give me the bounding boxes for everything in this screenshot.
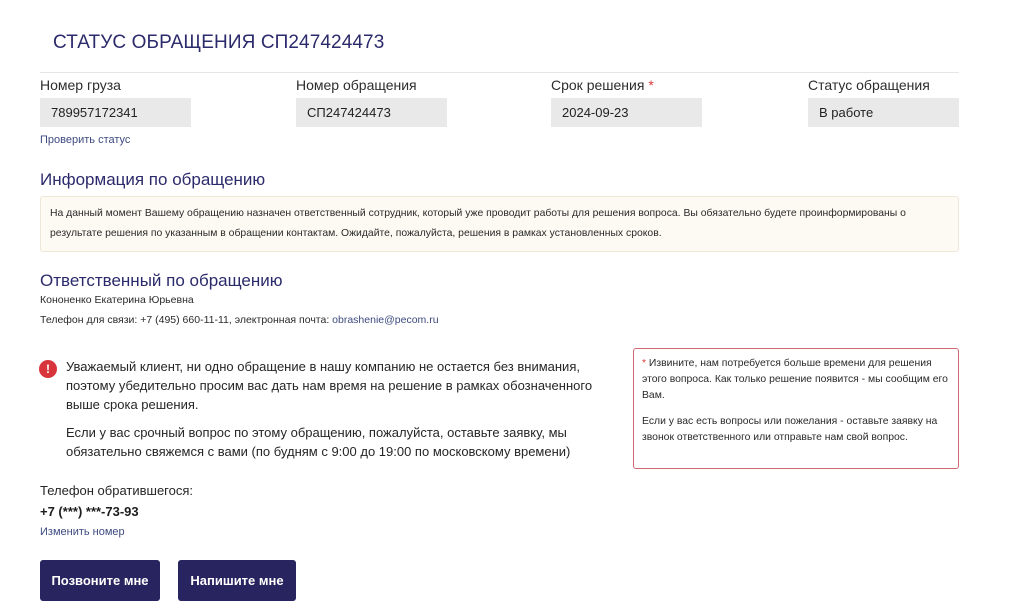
- cargo-number-label: Номер груза: [40, 77, 121, 93]
- alert-message: [66, 357, 606, 461]
- required-mark: *: [648, 77, 654, 93]
- call-me-button[interactable]: Позвоните мне: [40, 560, 160, 601]
- cargo-number-value: 789957172341: [40, 98, 191, 127]
- delay-notice-box: [633, 348, 959, 469]
- exclamation-icon: !: [39, 360, 57, 378]
- caller-phone-value: +7 (***) ***-73-93: [40, 504, 139, 519]
- notice-paragraph-1-text: Извините, нам потребуется больше времени для решения этого вопроса. Как только решение появится - мы сообщим его Вам.: [642, 358, 948, 401]
- info-message-text: На данный момент Вашему обращению назначен ответственный сотрудник, который уже проводит работы для решения вопроса. Вы обязательно будете проинформированы о результате решения по указанным в обращении контактам. Ожидайте, пожалуйста, решения в рамках установленных сроков.: [50, 208, 906, 239]
- request-status-label: Статус обращения: [808, 77, 930, 93]
- info-section-title: Информация по обращению: [40, 170, 266, 189]
- caller-phone-label: Телефон обратившегося:: [40, 483, 194, 498]
- request-number-value: СП247424473: [296, 98, 447, 127]
- responsible-name: Кононенко Екатерина Юрьевна: [40, 294, 194, 306]
- change-number-link[interactable]: Изменить номер: [40, 526, 125, 538]
- info-message-box: [40, 196, 959, 252]
- request-status-field: [808, 76, 959, 127]
- cargo-number-field: [40, 76, 191, 127]
- deadline-value: 2024-09-23: [551, 98, 702, 127]
- request-status-value: В работе: [808, 98, 959, 127]
- responsible-section-title: Ответственный по обращению: [40, 271, 283, 290]
- responsible-contacts-text: Телефон для связи: +7 (495) 660-11-11, электронная почта:: [40, 314, 333, 326]
- notice-paragraph-1: [642, 356, 950, 404]
- write-me-button[interactable]: Напишите мне: [178, 560, 296, 601]
- top-divider: [40, 72, 959, 73]
- alert-paragraph-2: Если у вас срочный вопрос по этому обращению, пожалуйста, оставьте заявку, мы обязательно свяжемся с вами (по будням с 9:00 до 19:00 по московскому времени): [66, 425, 571, 459]
- responsible-contacts: [40, 314, 439, 326]
- deadline-label-text: Срок решения: [551, 77, 645, 93]
- request-number-label: Номер обращения: [296, 77, 417, 93]
- notice-paragraph-2: Если у вас есть вопросы или пожелания - оставьте заявку на звонок ответственного или отправьте нам свой вопрос.: [642, 416, 938, 443]
- deadline-field: [551, 76, 702, 127]
- deadline-label: [551, 76, 702, 94]
- alert-paragraph-1: Уважаемый клиент, ни одно обращение в нашу компанию не остается без внимания, поэтому убедительно просим вас дать нам время на решение в рамках обозначенного выше срока решения.: [66, 359, 593, 412]
- request-number-field: [296, 76, 447, 127]
- check-status-link[interactable]: Проверить статус: [40, 134, 131, 146]
- responsible-email-link[interactable]: obrashenie@pecom.ru: [332, 314, 439, 326]
- page-title: СТАТУС ОБРАЩЕНИЯ СП247424473: [53, 32, 385, 53]
- notice-star: *: [642, 358, 647, 369]
